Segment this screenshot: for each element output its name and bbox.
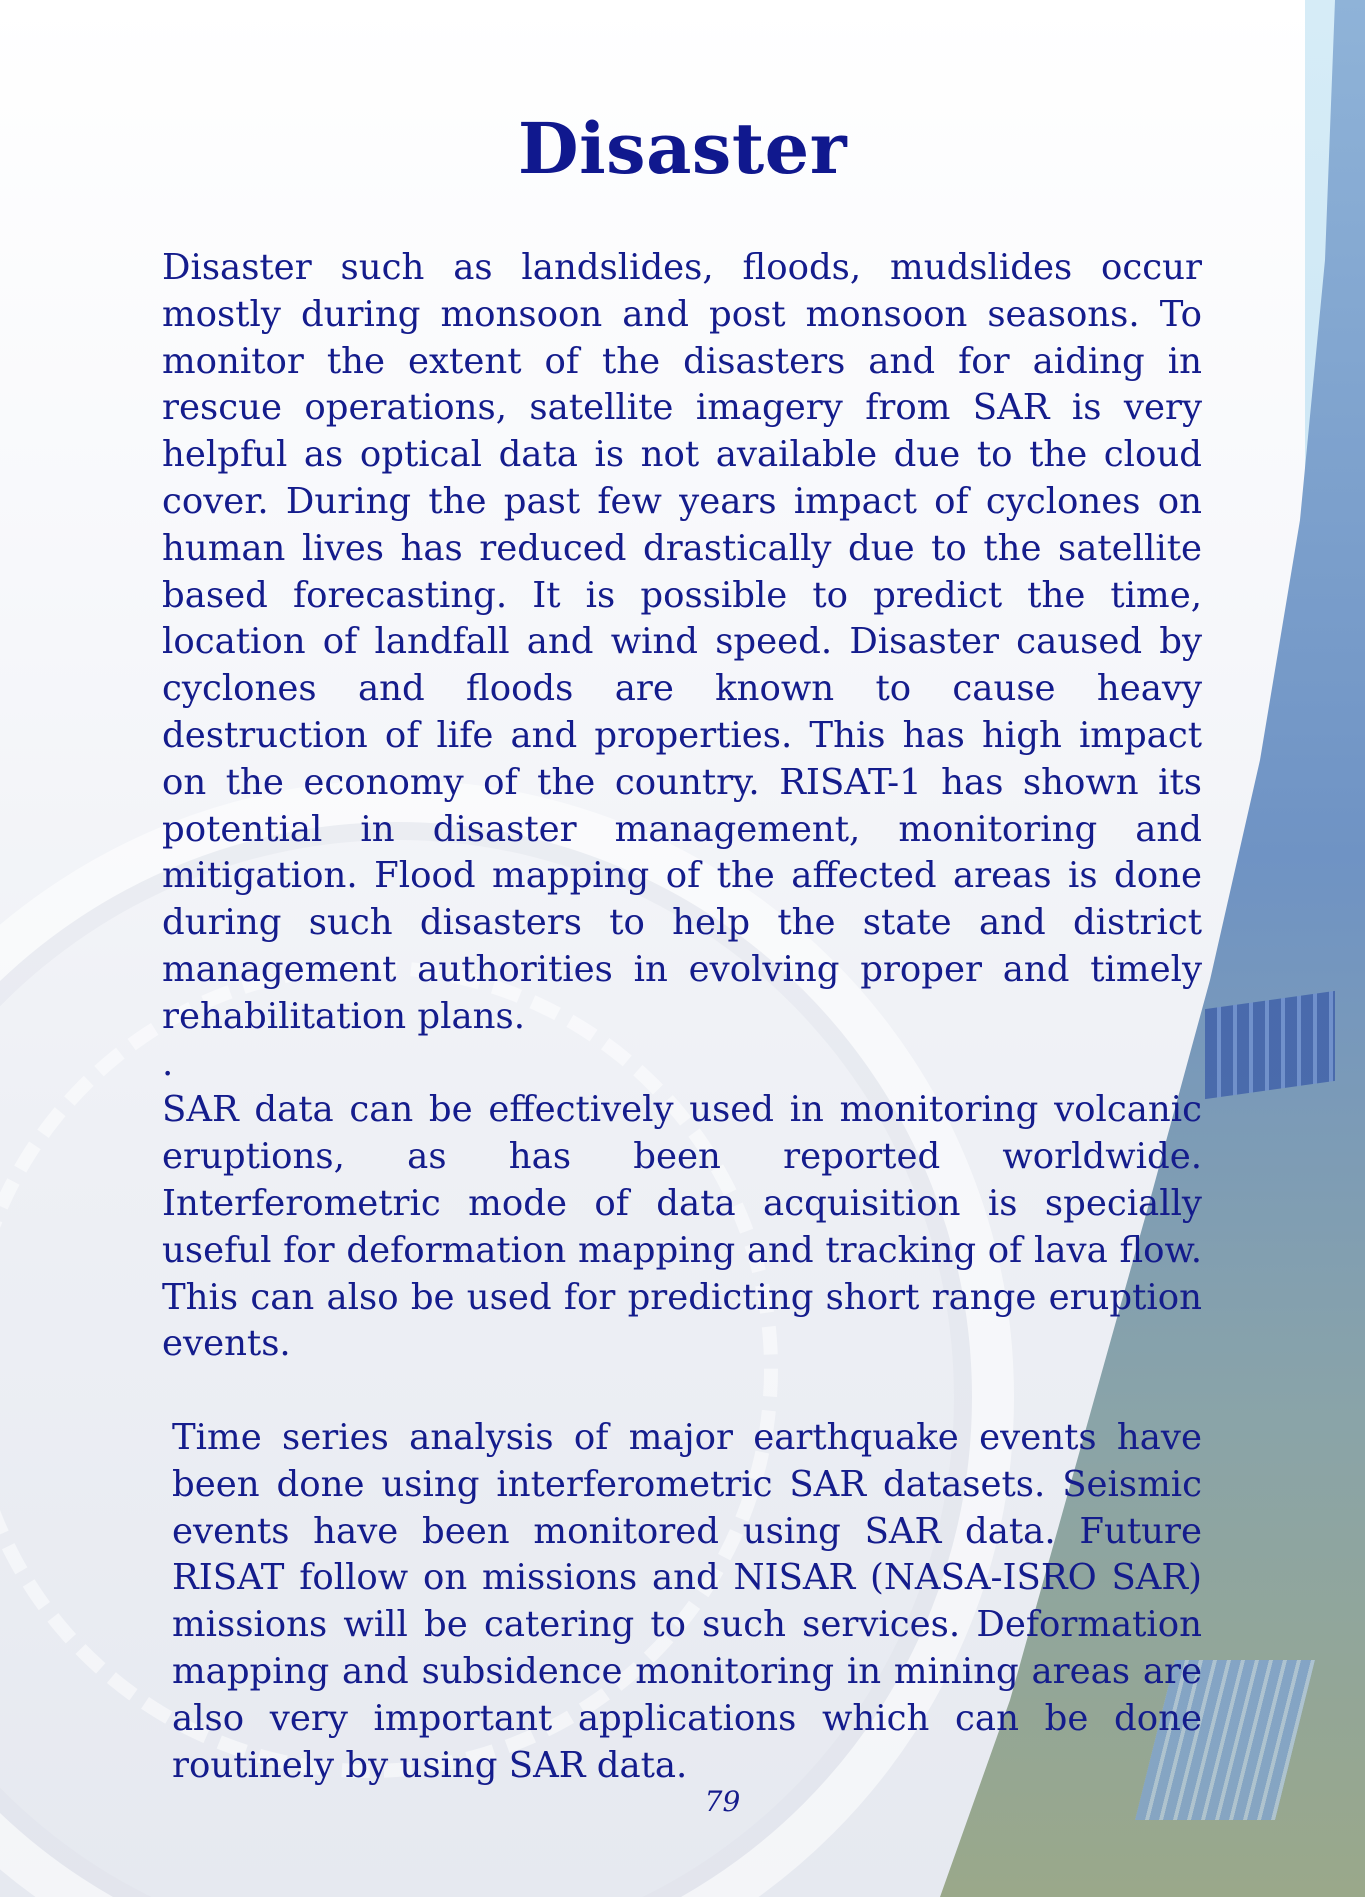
page-number: 79	[704, 1785, 741, 1818]
solar-panel-graphic	[1205, 991, 1335, 1099]
paragraph-gap	[162, 1368, 1202, 1415]
separator-dot: .	[162, 1042, 174, 1084]
paragraph-volcanic-eruptions: SAR data can be effectively used in monitoring volcanic eruptions, as has been reported worldwide. Interferometric mode of data acquisition is specially useful for deformation mapping and tracking of lava flow. This can also be used for predicting short range eruption events.	[162, 1089, 1202, 1365]
page-title: Disaster	[517, 106, 848, 190]
paragraph-earthquake-analysis: Time series analysis of major earthquake events have been done using interferometric SAR datasets. Seismic events have been monitored using SAR data. Future RISAT follow on missions and NISAR (NASA-ISRO SAR) missions will be catering to such services. Deformation mapping and subsidence monitoring in mining areas are also very important applications which can be done routinely by using SAR data.	[172, 1416, 1202, 1786]
paragraph-disaster-overview: Disaster such as landslides, floods, mudslides occur mostly during monsoon and post monsoon seasons. To monitor the extent of the disasters and for aiding in rescue operations, satellite imagery from SAR is very helpful as optical data is not available due to the cloud cover. During the past few years impact of cyclones on human lives has reduced drastically due to the satellite based forecasting. It is possible to predict the time, location of landfall and wind speed. Disaster caused by cyclones and floods are known to cause heavy destruction of life and properties. This has high impact on the economy of the country. RISAT-1 has shown its potential in disaster management, monitoring and mitigation. Flood mapping of the affected areas is done during such disasters to help the state and district management authorities in evolving proper and timely rehabilitation plans.	[162, 247, 1202, 1037]
body-text	[162, 245, 1202, 1789]
